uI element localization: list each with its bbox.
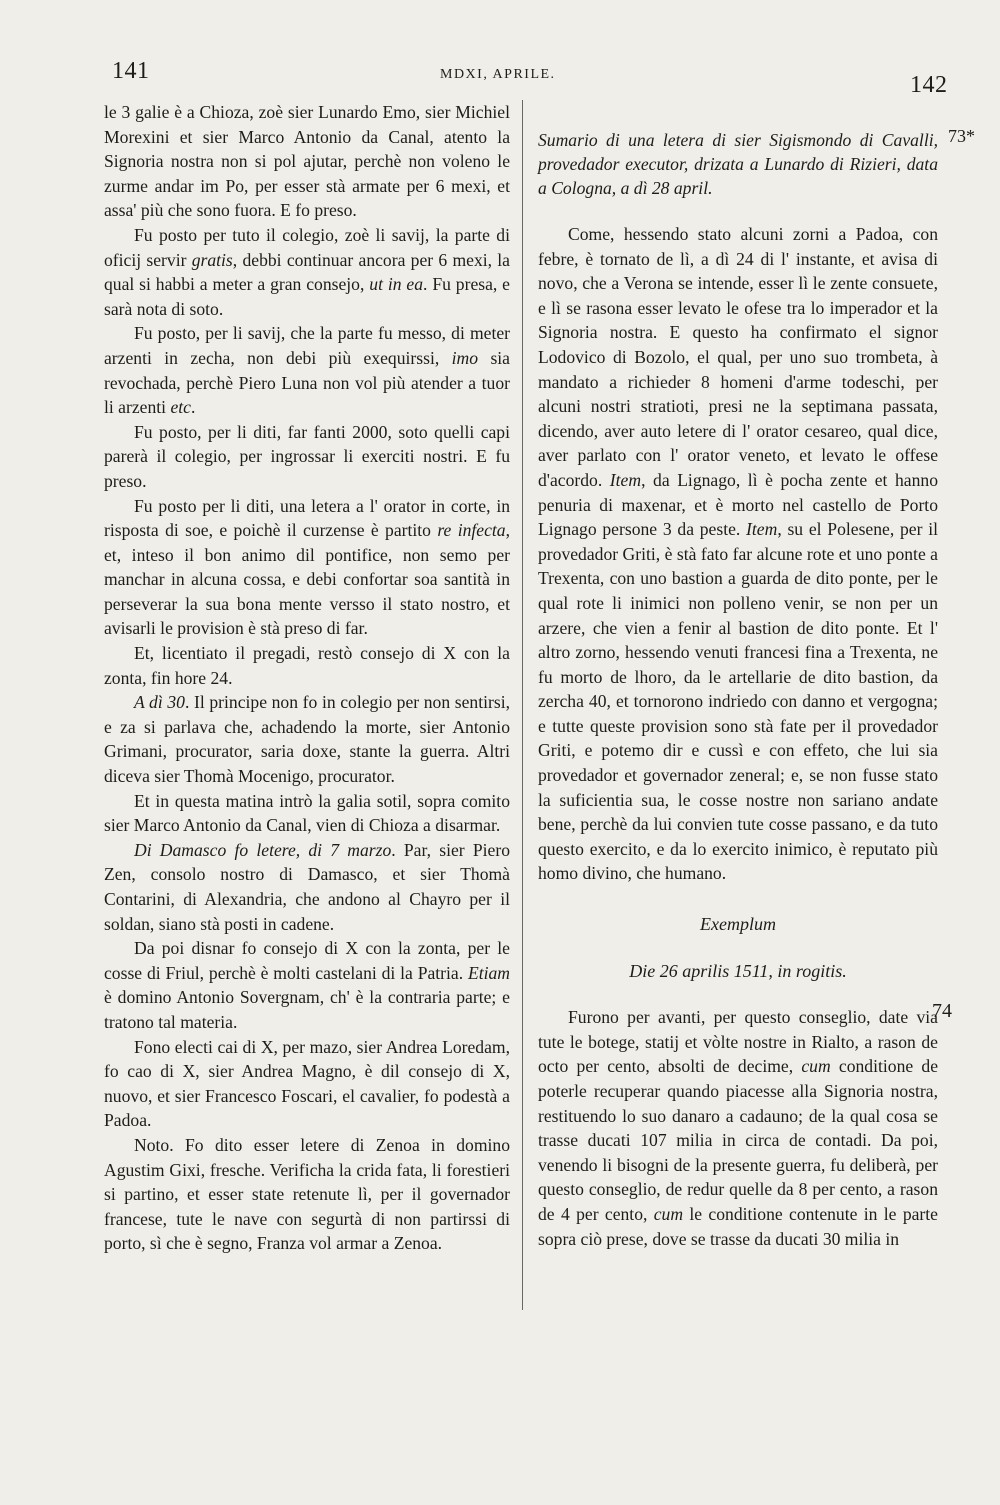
paragraph: le 3 galie è a Chioza, zoè sier Lunardo Emo, sier Michiel Morexini et sier Marco Antonio da Canal, atento la Signoria nostra non si pol ajutar, perchè non voleno le zurme andar im Po, per esser stà armate per 6 mexi, et assa' più che sono fuora. E fo preso. [104, 102, 510, 221]
left-column [104, 100, 510, 1256]
italic-term: cum [653, 1203, 684, 1224]
italic-term: re infecta [437, 520, 506, 541]
italic-term: ut in ea [369, 274, 424, 295]
running-title: MDXI, APRILE. [440, 67, 556, 82]
paragraph: Fu posto per tuto il colegio, zoè li savij, la parte di oficij servir gratis, debbi continuar ancora per 6 mexi, la qual si habbi a meter a gran consejo, ut in ea. Fu presa, e sarà nota di soto. [104, 224, 510, 319]
paragraph: Fu posto, per li diti, far fanti 2000, soto quelli capi parerà il colegio, per ingrossar li exerciti nostri. E fu preso. [104, 421, 510, 491]
italic-term: Etiam [467, 962, 510, 983]
column-divider [522, 100, 523, 1310]
italic-term: A dì 30 [134, 692, 185, 713]
paragraph: Et in questa matina intrò la galia sotil, sopra comito sier Marco Antonio da Canal, vien di Chioza a disarmar. [104, 790, 510, 836]
paragraph: Di Damasco fo letere, di 7 marzo. Par, sier Piero Zen, consolo nostro di Damasco, et sier Thomà Contarini, di Alexandria, che andono al Chayro per il soldan, siano stà posti in cadene. [104, 839, 510, 934]
right-column [538, 128, 938, 1251]
italic-term: cum [801, 1056, 831, 1077]
margin-note-73: 73* [948, 126, 975, 146]
paragraph: A dì 30. Il principe non fo in colegio per non sentirsi, e za si parlava che, achadendo la morte, sier Antonio Grimani, procurator, saria doxe, stante la guerra. Altri diceva sier Thomà Mocenigo, procurator. [104, 692, 510, 787]
italic-term: gratis [191, 249, 233, 270]
margin-note-74: 74 [932, 1000, 952, 1022]
paragraph: Fu posto, per li savij, che la parte fu messo, di meter arzenti in zecha, non debi più exequirssi, imo sia revochada, perchè Piero Luna non vol più atender a tuor li arzenti etc. [104, 323, 510, 418]
letter-summary: Sumario di una letera di sier Sigismondo di Cavalli, provedador executor, drizata a Lunardo di Rizieri, data a Cologna, a dì 28 april. [538, 130, 938, 198]
paragraph: Noto. Fo dito esser letere di Zenoa in domino Agustim Gixi, fresche. Verificha la crida fata, li forestieri si partino, et esser state retenute lì, per il governador francese, tute le nave con segurtà di non partirssi di porto, sì che è segno, Franza vol armar a Zenoa. [104, 1134, 510, 1254]
paragraph: Da poi disnar fo consejo di X con la zonta, per le cosse di Friul, perchè è molti castelani di la Patria. Etiam è domino Antonio Sovergnam, ch' è la contraria parte; e tratono tal materia. [104, 938, 510, 1032]
exemplum-paragraph: Furono per avanti, per questo conseglio, date via tute le botege, statij et vòlte nostre in Rialto, a rason de octo per cento, absolti de decime, cum conditione de poterle recuperar quando piacesse alla Signoria nostra, restituendo lo suo danaro a cadauno; de la qual cosa se trasse ducati 107 milia in circa de contadi. Da poi, venendo li bisogni de la presente guerra, fu deliberà, per questo conseglio, de redur quelle da 8 per cento, a rason de 4 per cento, cum le conditione contenute in le parte sopra ciò prese, dove se trasse da ducati 30 milia in [538, 1007, 939, 1249]
page-number-right: 142 [910, 72, 948, 98]
italic-term: imo [451, 347, 479, 368]
exemplum-date: Die 26 aprilis 1511, in rogitis. [629, 960, 847, 981]
paragraph: Fu posto per li diti, una letera a l' orator in corte, in risposta di soe, e poichè il curzense è partito re infecta, et, inteso il bon animo dil pontifice, non semo per manchar in alcuna cossa, e debi confortar soa santità in perseverar la sua bona mente versso il stato nostro, et avisarli le provision è stà preso di far. [104, 495, 510, 639]
page-number-left: 141 [112, 58, 150, 84]
italic-term: Item [609, 469, 642, 490]
paragraph: Et, licentiato il pregadi, restò consejo di X con la zonta, fin hore 24. [104, 643, 510, 688]
right-paragraphs [538, 222, 938, 886]
exemplum-heading: Exemplum [700, 914, 776, 935]
paragraph: Come, hessendo stato alcuni zorni a Padoa, con febre, è tornato de lì, a dì 24 di l' instante, et avisa di novo, che a Verona se intende, esser lì le zente consuete, e lì se rasona esser levato le ofese tra lo imperador et la Signoria nostra. E questo ha confirmato el signor Lodovico di Bozolo, el qual, per uno suo trombeta, à mandato a richieder 8 homeni d'arme todeschi, per alcuni nostri stratioti, presi ne la septimana passata, dicendo, aver auto letere di l' orator cesareo, qual dice, aver parlato con l' orator veneto, et levato le offese d'acordo. Item, da Lignago, lì è pocha zente et hanno penuria di maxenar, et è morto nel castello de Porto Lignago persone 3 da peste. Item, su el Polesene, per il provedador Griti, è stà fato far alcune rote et uno ponte a Trexenta, con uno bastion a guarda de dito ponte, per le qual rote li inimici non polleno venir, se non per un arzere, che vien a fenir al bastion de dito ponte. Et l' altro zorno, hessendo venuti francesi fina a Trexenta, ne fu morto de lhoro, da le artellarie de dito bastion, da zercha 40, et tornorono indriedo con danno et vergogna; e tutte queste provision sono stà fate per il provedador Griti, e potemo dir e cussì e con effeto, che lui sia provedador et governador zeneral; e, se non fusse stato la suficientia sua, le cosse nostre non sariano andate bene, perchè da lui convien tute cosse passano, e da tuto questo exercito, e da lo exercito inimico, è reputato più homo divino, che humano. [538, 224, 938, 884]
italic-term: etc [170, 397, 191, 418]
italic-term: Di Damasco fo letere, di 7 marzo [134, 839, 392, 860]
italic-term: Item [746, 519, 778, 540]
paragraph: Fono electi cai di X, per mazo, sier Andrea Loredam, fo cao di X, sier Andrea Magno, è dil consejo di X, nuovo, et sier Francesco Foscari, el cavalier, fo podestà a Padoa. [104, 1036, 510, 1131]
